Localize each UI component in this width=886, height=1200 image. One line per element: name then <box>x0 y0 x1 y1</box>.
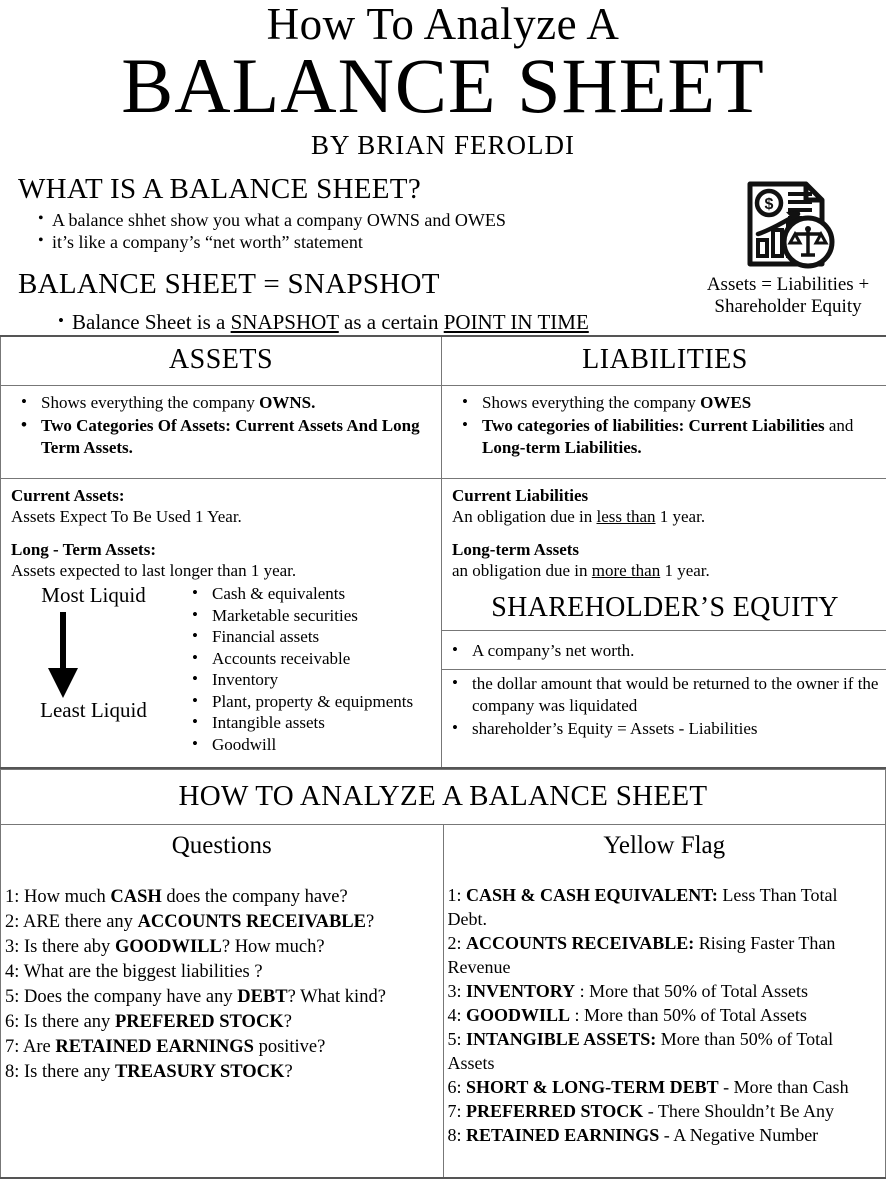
q-bold: CASH <box>110 887 162 907</box>
liab-bullet-2-bold-b: Long-term Liabilities. <box>482 438 642 457</box>
list-item <box>444 1123 886 1147</box>
yf-num: 3: <box>447 981 462 1001</box>
assets-column-title: ASSETS <box>168 344 274 375</box>
q-pre: Are <box>23 1037 56 1057</box>
snapshot-underline-1: SNAPSHOT <box>230 310 339 334</box>
shareholder-equity-row-1 <box>442 631 886 670</box>
se-list-2 <box>442 673 886 740</box>
q-bold: TREASURY STOCK <box>114 1062 285 1082</box>
list-item <box>1 1060 443 1085</box>
q-num: 7: <box>5 1037 20 1057</box>
q-num: 2: <box>5 912 20 932</box>
yf-bold: CASH & CASH EQUIVALENT: <box>466 885 718 905</box>
liab-bullet-2-bold-a: Two categories of liabilities: Current Liabilities <box>482 416 825 435</box>
liabilities-detail-body <box>442 479 886 585</box>
page-header <box>0 0 886 160</box>
yf-bold: GOODWILL <box>466 1005 571 1025</box>
yf-bold: INTANGIBLE ASSETS: <box>466 1029 657 1049</box>
list-item <box>1 1035 443 1060</box>
how-to-analyze-table <box>0 769 886 1179</box>
yf-num: 8: <box>447 1125 462 1145</box>
current-assets-description: Assets Expect To Be Used 1 Year. <box>11 507 242 526</box>
long-term-liabilities-description <box>452 560 878 581</box>
q-post: ? <box>365 912 375 932</box>
list-item: • it’s like a company’s “net worth” statement <box>38 231 690 253</box>
long-term-assets-description: Assets expected to last longer than 1 year. <box>11 561 297 580</box>
equation-caption-line-1: Assets = Liabilities + <box>706 274 870 295</box>
list-item <box>452 392 878 414</box>
yf-num: 5: <box>447 1029 462 1049</box>
yf-post: Rising Faster Than Revenue <box>447 933 836 977</box>
liquidity-diagram <box>11 581 431 759</box>
assets-detail-cell <box>1 479 442 769</box>
liquidity-item-list <box>176 583 431 755</box>
q-pre: Is there any <box>24 1062 115 1082</box>
intro-section <box>0 172 886 335</box>
page-title: BALANCE SHEET <box>121 42 765 129</box>
analyze-title-cell <box>1 770 886 825</box>
liab-bullet-2-plain: and <box>824 416 854 435</box>
list-item <box>444 979 886 1003</box>
q-post: ? <box>284 1062 293 1082</box>
current-liabilities-heading: Current Liabilities <box>452 486 589 505</box>
list-item <box>444 883 886 931</box>
liabilities-overview-body <box>442 386 886 478</box>
equation-caption-line-2: Shareholder Equity <box>714 296 862 317</box>
list-item: • Plant, property & equipments <box>186 691 431 713</box>
yf-bold: PREFERRED STOCK <box>466 1101 644 1121</box>
list-item: • Marketable securities <box>186 605 431 627</box>
equation-caption <box>690 274 886 318</box>
q-post: ? What kind? <box>287 987 386 1007</box>
list-item <box>452 415 878 459</box>
list-item: • Accounts receivable <box>186 648 431 670</box>
equation-callout <box>690 172 886 318</box>
assets-detail-body <box>1 479 441 767</box>
liabilities-overview-cell <box>442 386 886 479</box>
q-num: 3: <box>5 937 20 957</box>
yf-post: - A Negative Number <box>659 1125 819 1145</box>
q-num: 6: <box>5 1012 20 1032</box>
long-term-liabilities-heading: Long-term Assets <box>452 540 580 559</box>
list-item <box>444 1099 886 1123</box>
lt-underline: more than <box>591 561 661 580</box>
yf-post: Less Than Total Debt. <box>447 885 838 929</box>
list-item <box>1 1010 443 1035</box>
long-term-assets-heading: Long - Term Assets: <box>11 540 156 559</box>
q-num: 5: <box>5 987 20 1007</box>
questions-cell <box>1 825 444 1179</box>
snapshot-underline-2: POINT IN TIME <box>443 310 589 334</box>
yf-num: 1: <box>447 885 462 905</box>
assets-header-cell <box>1 336 442 386</box>
q-pre: Is there aby <box>24 937 115 957</box>
list-item: • Cash & equivalents <box>186 583 431 605</box>
spacer <box>452 527 878 539</box>
most-liquid-label: Most Liquid <box>41 583 146 607</box>
yf-post: : More that 50% of Total Assets <box>575 981 808 1001</box>
yf-bold: SHORT & LONG-TERM DEBT <box>466 1077 719 1097</box>
cl-pre: An obligation due in <box>452 507 597 526</box>
q-bold: GOODWILL <box>114 937 222 957</box>
list-item <box>1 885 443 910</box>
yellow-flag-list <box>444 883 886 1147</box>
intro-text-column <box>0 172 690 335</box>
assets-bullet-1-text: Shows everything the company <box>41 393 260 412</box>
yf-bold: ACCOUNTS RECEIVABLE: <box>466 933 695 953</box>
table-row-headers <box>1 336 886 386</box>
table-row-analyze-title <box>1 770 886 825</box>
q-bold: DEBT <box>237 987 288 1007</box>
q-num: 1: <box>5 887 20 907</box>
lt-post: 1 year. <box>660 561 710 580</box>
list-item <box>1 960 443 985</box>
current-assets-heading: Current Assets: <box>11 486 125 505</box>
questions-list <box>1 885 443 1085</box>
assets-overview-body <box>1 386 441 478</box>
q-post: ? <box>283 1012 292 1032</box>
list-item <box>444 1027 886 1075</box>
table-row-details <box>1 479 886 769</box>
se-list-1 <box>442 640 886 662</box>
table-row-analyze-body <box>1 825 886 1179</box>
yellow-flag-cell <box>443 825 886 1179</box>
liabilities-header-cell <box>442 336 886 386</box>
yf-bold: INVENTORY <box>466 981 576 1001</box>
author-byline: BY BRIAN FEROLDI <box>310 130 575 160</box>
q-post: does the company have? <box>161 887 348 907</box>
yf-post: - More than Cash <box>718 1077 849 1097</box>
liabilities-column-title: LIABILITIES <box>582 344 748 375</box>
yf-num: 7: <box>447 1101 462 1121</box>
list-item <box>1 935 443 960</box>
assets-liabilities-table <box>0 335 886 769</box>
shareholder-equity-title: SHAREHOLDER’S EQUITY <box>442 585 886 631</box>
q-pre: Is there any <box>24 1012 115 1032</box>
list-item: • Financial assets <box>186 626 431 648</box>
how-to-analyze-title: HOW TO ANALYZE A BALANCE SHEET <box>178 780 708 812</box>
list-item: • the dollar amount that would be returned to the owner if the company was liquidated <box>442 673 886 717</box>
snapshot-heading: BALANCE SHEET = SNAPSHOT <box>18 268 440 300</box>
yf-post: More than 50% of Total Assets <box>447 1029 834 1073</box>
list-item: • Two Categories Of Assets: Current Assets And Long Term Assets. <box>11 415 431 459</box>
q-pre: Does the company have any <box>24 987 238 1007</box>
q-num: 8: <box>5 1062 20 1082</box>
liquidity-scale <box>11 583 176 755</box>
list-item: • Goodwill <box>186 734 431 756</box>
q-post: positive? <box>253 1037 326 1057</box>
list-item <box>11 392 431 414</box>
liquidity-items <box>186 583 431 755</box>
q-pre: ARE there any <box>23 912 138 932</box>
yf-post: : More than 50% of Total Assets <box>570 1005 807 1025</box>
assets-overview-cell <box>1 386 442 479</box>
list-item: • A company’s net worth. <box>442 640 886 662</box>
questions-column-title: Questions <box>171 832 272 859</box>
list-item <box>444 931 886 979</box>
current-liabilities-description <box>452 506 878 527</box>
yf-bold: RETAINED EARNINGS <box>466 1125 660 1145</box>
q-num: 4: <box>5 962 20 982</box>
list-item: • shareholder’s Equity = Assets - Liabilities <box>442 718 886 740</box>
q-bold: ACCOUNTS RECEIVABLE <box>137 912 366 932</box>
header-line-1: How To Analyze A <box>266 0 620 49</box>
list-item: • A balance shhet show you what a company OWNS and OWES <box>38 209 690 231</box>
liabilities-detail-cell <box>442 479 886 769</box>
list-item <box>444 1075 886 1099</box>
table-row-overview <box>1 386 886 479</box>
list-item <box>444 1003 886 1027</box>
assets-overview-list <box>11 392 431 459</box>
yf-num: 2: <box>447 933 462 953</box>
q-pre: What are the biggest liabilities ? <box>23 962 263 982</box>
list-item <box>1 985 443 1010</box>
liab-bullet-1-text: Shows everything the company <box>482 393 701 412</box>
list-item: • Inventory <box>186 669 431 691</box>
q-post: ? How much? <box>221 937 325 957</box>
liabilities-overview-list <box>452 392 878 459</box>
assets-bullet-1-bold: OWNS. <box>259 393 316 412</box>
lt-pre: an obligation due in <box>452 561 592 580</box>
spacer <box>11 527 431 539</box>
shareholder-equity-row-2 <box>442 670 886 747</box>
q-pre: How much <box>24 887 111 907</box>
balance-sheet-document-scale-icon <box>690 178 886 270</box>
q-bold: RETAINED EARNINGS <box>55 1037 254 1057</box>
cl-underline: less than <box>596 507 656 526</box>
q-bold: PREFERED STOCK <box>114 1012 284 1032</box>
downward-arrow-icon <box>11 608 176 698</box>
yf-num: 6: <box>447 1077 462 1097</box>
yf-num: 4: <box>447 1005 462 1025</box>
snapshot-bullet-pre: Balance Sheet is a <box>72 310 231 334</box>
cl-post: 1 year. <box>655 507 706 526</box>
yellow-flag-column-title: Yellow Flag <box>603 832 726 859</box>
liab-bullet-1-bold: OWES <box>700 393 752 412</box>
snapshot-bullet-mid: as a certain <box>338 310 444 334</box>
list-item <box>1 910 443 935</box>
what-is-bullet-list <box>18 209 690 253</box>
list-item: • Intangible assets <box>186 712 431 734</box>
yf-post: - There Shouldn’t Be Any <box>643 1101 835 1121</box>
svg-text:$: $ <box>764 196 774 213</box>
least-liquid-label: Least Liquid <box>40 698 147 722</box>
what-is-balance-sheet-heading: WHAT IS A BALANCE SHEET? <box>18 173 421 205</box>
snapshot-bullet <box>58 309 690 335</box>
